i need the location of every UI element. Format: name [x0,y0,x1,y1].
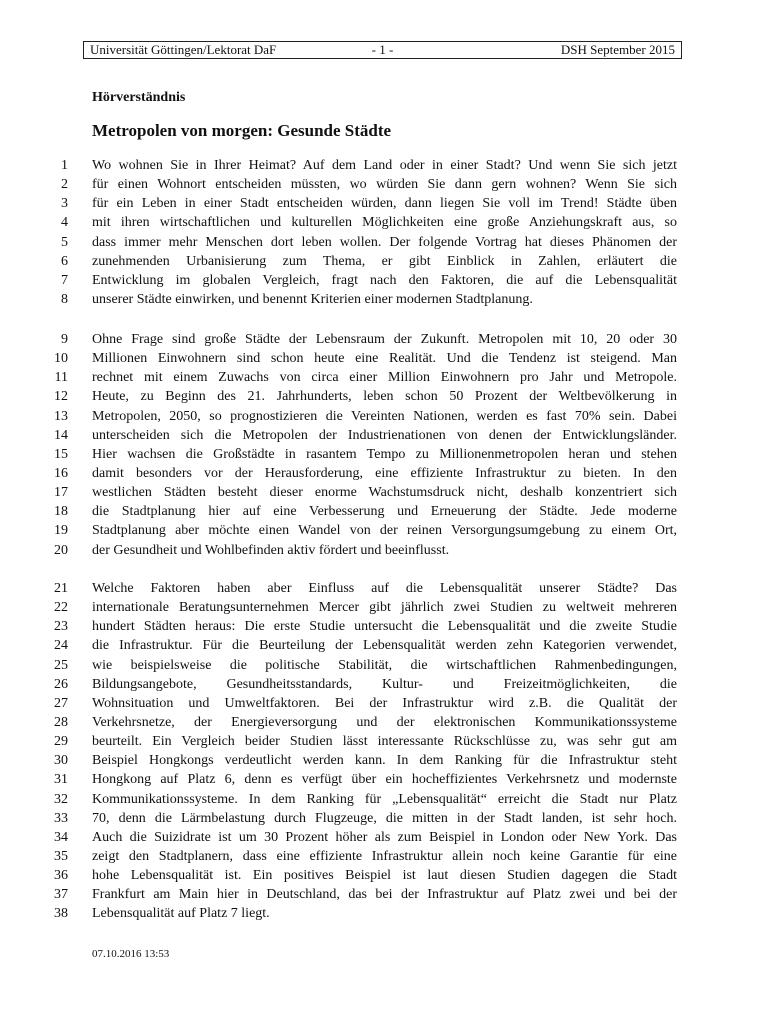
line-number: 28 [54,714,68,730]
line-text: Frankfurt am Main hier in Deutschland, das bei der Infrastruktur auf Platz zwei und bei der [92,887,677,903]
text-line [0,213,768,232]
text-line [0,156,768,175]
line-text: wie beispielsweise die politische Stabilität, die wirtschaftlichen Rahmenbedingungen, [92,657,677,673]
text-line [0,349,768,368]
line-number: 37 [54,887,68,903]
text-line [0,368,768,387]
text-line [0,541,768,560]
text-line [0,502,768,521]
line-text: dass immer mehr Menschen dort leben wollen. Der folgende Vortrag hat dieses Phänomen der [92,234,677,250]
text-line [0,751,768,770]
line-number: 2 [61,177,68,193]
text-line [0,675,768,694]
line-text: beurteilt. Ein Vergleich beider Studien lässt interessante Rückschlüsse zu, was sehr gut am [92,734,677,750]
line-number: 34 [54,829,68,845]
line-number: 21 [54,581,68,596]
line-number: 30 [54,753,68,769]
text-line [0,233,768,252]
text-line [0,407,768,426]
text-line [0,483,768,502]
line-number: 10 [54,351,68,367]
line-number: 26 [54,676,68,692]
text-line [0,732,768,751]
paragraph-1 [0,156,768,309]
line-number: 27 [54,695,68,711]
line-number: 19 [54,523,68,539]
line-text: Bildungsangebote, Gesundheitsstandards, Kultur- und Freizeitmöglichkeiten, die [92,676,677,692]
line-text: die Infrastruktur. Für die Beurteilung der Lebensqualität werden zehn Kategorien verwendet, [92,638,677,654]
line-number: 38 [54,906,68,922]
line-number: 3 [61,196,68,212]
line-number: 23 [54,619,68,635]
text-line [0,290,768,309]
text-line [0,694,768,713]
line-number: 12 [54,389,68,405]
text-line [0,521,768,540]
line-number: 35 [54,848,68,864]
header-institution: Universität Göttingen/Lektorat DaF [90,42,277,57]
text-line [0,636,768,655]
line-text: Wohnsituation und Umweltfaktoren. Bei der Infrastruktur wird z.B. die Qualität der [92,695,677,711]
line-text: Stadtplanung aber möchte einen Wandel von der reinen Versorgungsumgebung zu einem Ort, [92,523,677,539]
line-number: 29 [54,734,68,750]
text-line [0,330,768,349]
line-text: Hongkong auf Platz 6, denn es verfügt über ein hocheffizientes Verkehrsnetz und modernste [92,772,677,788]
text-line [0,271,768,290]
line-number: 13 [54,408,68,424]
line-text: internationale Beratungsunternehmen Mercer gibt jährlich zwei Studien zu weltweit mehreren [92,600,677,616]
text-line [0,790,768,809]
text-line [0,175,768,194]
line-text: hohe Lebensqualität ist. Ein positives Beispiel ist laut diesen Studien dagegen die Stadt [92,868,677,884]
text-line [0,847,768,866]
line-number: 8 [61,291,68,307]
line-text: Ohne Frage sind große Städte der Lebensraum der Zukunft. Metropolen mit 10, 20 oder 30 [92,332,677,347]
line-text: zeigt den Stadtplanern, dass eine effiziente Infrastruktur allein noch keine Garantie für eine [92,848,677,864]
line-number: 1 [61,158,68,173]
line-text: die Stadtplanung hier auf eine Verbesserung und Erneuerung der Städte. Jede moderne [92,504,677,520]
line-text: Heute, zu Beginn des 21. Jahrhunderts, leben schon 50 Prozent der Weltbevölkerung in [92,389,677,405]
line-text: damit besonders vor der Herausforderung, eine effiziente Infrastruktur zu bieten. In den [92,465,677,481]
page-header [83,41,682,59]
text-line [0,713,768,732]
text-line [0,194,768,213]
text-line [0,904,768,923]
line-text: unterscheiden sich die Metropolen der Industrienationen von denen der Entwicklungsländer. [92,427,677,443]
line-text: hundert Städten heraus: Die erste Studie untersucht die Lebensqualität und die zweite Studie [92,619,677,635]
line-text: unserer Städte einwirken, und benennt Kriterien einer modernen Stadtplanung. [92,291,533,307]
line-text: für ein Leben in einer Stadt entscheiden würden, dann liegen Sie voll im Trend! Städte üben [92,196,677,212]
line-number: 11 [54,370,68,386]
text-line [0,252,768,271]
line-text: 70, denn die Lärmbelastung durch Flugzeuge, die mitten in der Stadt landen, ist sehr hoch. [92,810,677,826]
paragraph-2 [0,330,768,560]
text-line [0,828,768,847]
text-line [0,866,768,885]
line-number: 32 [54,791,68,807]
line-number: 7 [61,272,68,288]
text-line [0,464,768,483]
line-text: Beispiel Hongkongs verdeutlicht werden kann. In dem Ranking für die Infrastruktur steht [92,753,677,769]
line-number: 18 [54,504,68,520]
text-line [0,445,768,464]
line-number: 20 [54,542,68,558]
text-line [0,579,768,598]
line-text: Metropolen, 2050, so prognostizieren die Vereinten Nationen, werden es fast 70% sein. Dabei [92,408,677,424]
line-text: Kommunikationssysteme. In dem Ranking für „Lebensqualität“ erreicht die Stadt nur Platz [92,791,677,807]
line-text: Millionen Einwohnern sind schon heute eine Realität. Und die Tendenz ist steigend. Man [92,351,677,367]
line-number: 15 [54,446,68,462]
paragraph-3 [0,579,768,924]
line-number: 5 [61,234,68,250]
line-text: Entwicklung im globalen Vergleich, fragt nach den Faktoren, die auf die Lebensqualität [92,272,677,288]
line-number: 22 [54,600,68,616]
text-line [0,770,768,789]
line-number: 24 [54,638,68,654]
header-page-number: - 1 - [371,42,394,57]
text-line [0,885,768,904]
line-text: rechnet mit einem Zuwachs von circa einer Million Einwohnern pro Jahr und Metropole. [92,370,677,386]
text-line [0,598,768,617]
text-line [0,809,768,828]
text-line [0,656,768,675]
line-number: 31 [54,772,68,788]
line-number: 17 [54,485,68,501]
line-text: westlichen Städten besteht dieser enorme Wachstumsdruck nicht, deshalb konzentriert sich [92,485,677,501]
line-text: Hier wachsen die Großstädte in rasantem Tempo zu Millionenmetropolen heran und stehen [92,446,677,462]
line-number: 14 [54,427,68,443]
line-text: Lebensqualität auf Platz 7 liegt. [92,906,270,922]
text-line [0,387,768,406]
section-label: Hörverständnis [92,90,186,105]
line-text: für einen Wohnort entscheiden müssten, wo würden Sie dann gern wohnen? Wenn Sie sich [92,177,677,193]
text-line [0,426,768,445]
line-number: 16 [54,465,68,481]
line-number: 25 [54,657,68,673]
line-text: zunehmenden Urbanisierung zum Thema, er gibt Einblick in Zahlen, erläutert die [92,253,677,269]
text-line [0,617,768,636]
line-text: der Gesundheit und Wohlbefinden aktiv fördert und beeinflusst. [92,542,450,558]
line-text: mit ihren wirtschaftlichen und kulturellen Möglichkeiten eine große Anziehungskraft aus, so [92,215,677,231]
header-exam-date: DSH September 2015 [560,42,675,57]
line-text: Wo wohnen Sie in Ihrer Heimat? Auf dem Land oder in einer Stadt? Und wenn Sie sich jetzt [92,158,677,173]
line-number: 33 [54,810,68,826]
line-number: 36 [54,868,68,884]
line-number: 9 [61,332,68,347]
footer-timestamp: 07.10.2016 13:53 [92,948,170,960]
line-number: 4 [61,215,68,231]
document-title: Metropolen von morgen: Gesunde Städte [92,121,392,140]
line-text: Verkehrsnetze, der Energieversorgung und der elektronischen Kommunikationssysteme [92,714,677,730]
line-text: Welche Faktoren haben aber Einfluss auf die Lebensqualität unserer Städte? Das [92,581,677,596]
line-number: 6 [61,253,68,269]
line-text: Auch die Suizidrate ist um 30 Prozent höher als zum Beispiel in London oder New York. Das [92,829,677,845]
